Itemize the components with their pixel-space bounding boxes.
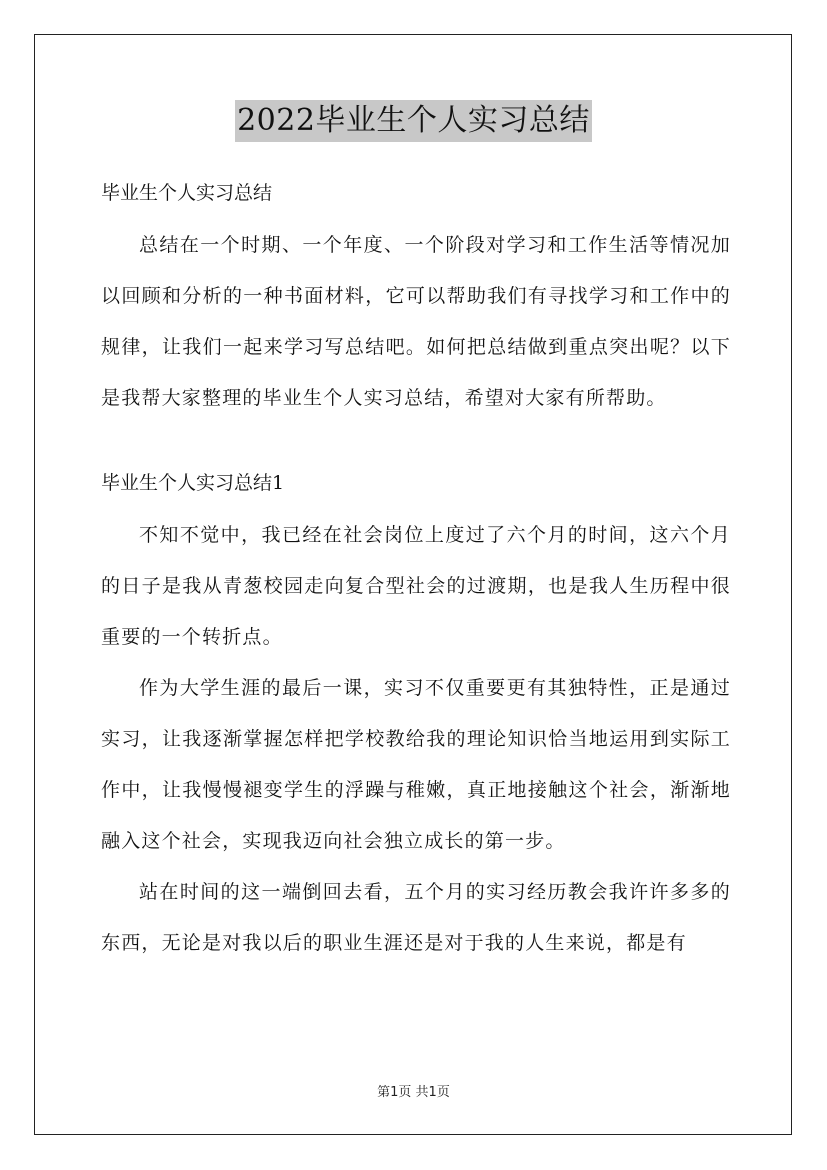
document-title: 2022毕业生个人实习总结	[235, 100, 592, 142]
document-title-wrap	[0, 100, 827, 142]
section1-heading: 毕业生个人实习总结1	[101, 472, 285, 494]
page-footer: 第1页 共1页	[377, 1085, 450, 1100]
section1-paragraph-3: 站在时间的这一端倒回去看，五个月的实习经历教会我许许多多的东西，无论是对我以后的职业生涯还是对于我的人生来说，都是有	[101, 881, 731, 954]
document-body	[101, 174, 731, 969]
intro-paragraph: 总结在一个时期、一个年度、一个阶段对学习和工作生活等情况加以回顾和分析的一种书面材料，它可以帮助我们有寻找学习和工作中的规律，让我们一起来学习写总结吧。如何把总结做到重点突出呢？以下是我帮大家整理的毕业生个人实习总结，希望对大家有所帮助。	[101, 234, 731, 409]
section1-paragraph-1: 不知不觉中，我已经在社会岗位上度过了六个月的时间，这六个月的日子是我从青葱校园走向复合型社会的过渡期，也是我人生历程中很重要的一个转折点。	[101, 524, 731, 648]
subtitle: 毕业生个人实习总结	[101, 182, 273, 204]
section-gap	[101, 424, 731, 464]
section1-paragraph-2: 作为大学生涯的最后一课，实习不仅重要更有其独特性，正是通过实习，让我逐渐掌握怎样把学校教给我的理论知识恰当地运用到实际工作中，让我慢慢褪变学生的浮躁与稚嫩，真正地接触这个社会，渐渐地融入这个社会，实现我迈向社会独立成长的第一步。	[101, 677, 731, 852]
